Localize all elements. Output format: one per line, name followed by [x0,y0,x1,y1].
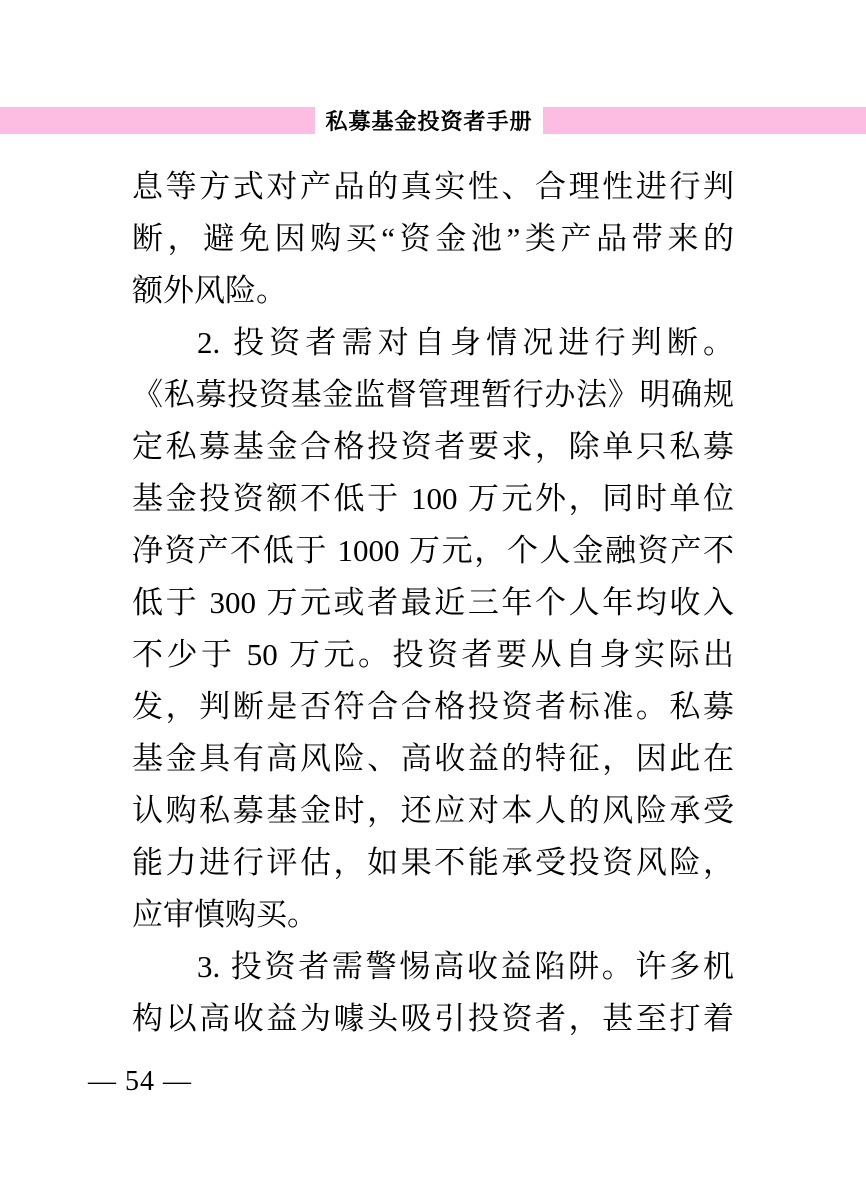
text-line: 基金具有高风险、高收益的特征，因此在 [132,741,734,776]
text-line: 定私募基金合格投资者要求，除单只私募 [132,429,734,464]
text-line: 能力进行评估，如果不能承受投资风险， [132,845,734,880]
text-line: 不少于 50 万元。投资者要从自身实际出 [132,637,734,672]
text-line: 发，判断是否符合合格投资者标准。私募 [132,689,734,724]
text-line: 应审慎购买。 [132,897,318,932]
page-number: — 54 — [88,1066,192,1097]
text-line: 额外风险。 [132,273,287,308]
text-line: 净资产不低于 1000 万元，个人金融资产不 [132,533,734,568]
text-line: 2. 投资者需对自身情况进行判断。 [197,325,734,360]
running-head-title: 私募基金投资者手册 [325,109,533,134]
text-line: 《私募投资基金监督管理暂行办法》明确规 [132,377,734,412]
running-head [315,102,543,139]
text-line: 3. 投资者需警惕高收益陷阱。许多机 [197,949,734,984]
text-line: 认购私募基金时，还应对本人的风险承受 [132,793,734,828]
text-line: 断，避免因购买“资金池”类产品带来的 [132,221,734,256]
text-line: 构以高收益为噱头吸引投资者，甚至打着 [132,1001,734,1036]
text-line: 低于 300 万元或者最近三年个人年均收入 [132,585,734,620]
text-line: 基金投资额不低于 100 万元外，同时单位 [132,481,734,516]
header-band [0,107,866,134]
body-text [132,161,734,1045]
text-line: 息等方式对产品的真实性、合理性进行判 [132,169,734,204]
